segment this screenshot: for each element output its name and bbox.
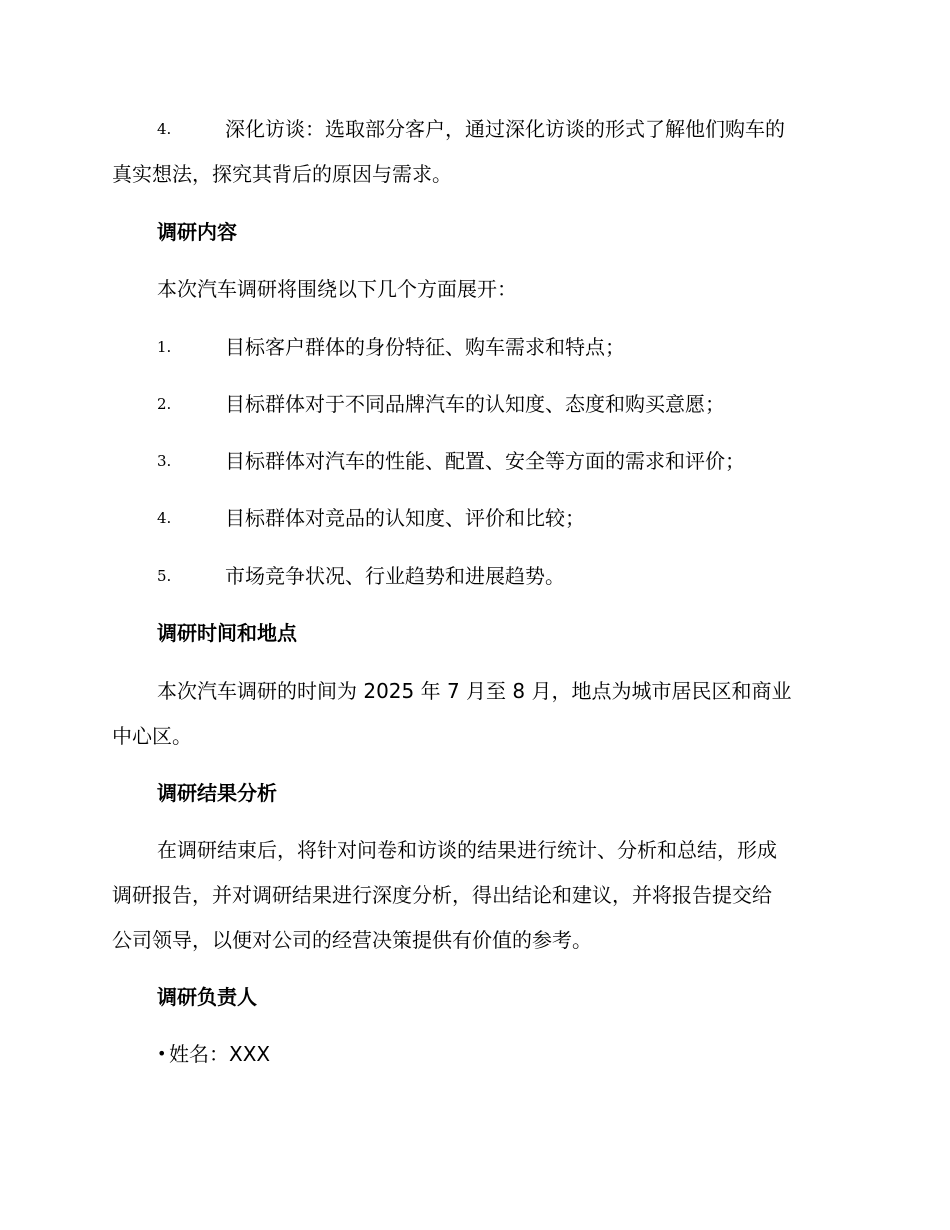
owner-name: 姓名：XXX	[169, 1042, 271, 1066]
section-heading-analysis: 调研结果分析	[157, 781, 277, 805]
bullet-icon: •	[157, 1044, 167, 1063]
list-number: 4.	[157, 120, 172, 138]
list-item-text: 深化访谈：选取部分客户，通过深化访谈的形式了解他们购车的	[225, 117, 785, 141]
list-item-text: 目标群体对汽车的性能、配置、安全等方面的需求和评价；	[225, 449, 745, 473]
section-heading-time-location: 调研时间和地点	[157, 621, 297, 645]
list-number: 3.	[157, 452, 172, 470]
list-item-text: 目标客户群体的身份特征、购车需求和特点；	[225, 335, 625, 359]
list-item-text: 目标群体对于不同品牌汽车的认知度、态度和购买意愿；	[225, 392, 725, 416]
paragraph-line: 本次汽车调研的时间为 2025 年 7 月至 8 月，地点为城市居民区和商业	[157, 679, 792, 703]
paragraph-line: 调研报告，并对调研结果进行深度分析，得出结论和建议，并将报告提交给	[112, 883, 772, 907]
paragraph-line: 公司领导，以便对公司的经营决策提供有价值的参考。	[112, 928, 592, 952]
list-number: 5.	[157, 567, 172, 585]
paragraph-line: 在调研结束后，将针对问卷和访谈的结果进行统计、分析和总结，形成	[157, 838, 777, 862]
list-item-text: 市场竞争状况、行业趋势和进展趋势。	[225, 564, 565, 588]
list-number: 4.	[157, 509, 172, 527]
paragraph-line: 中心区。	[112, 724, 192, 748]
section-intro: 本次汽车调研将围绕以下几个方面展开：	[157, 277, 517, 301]
section-heading-owner: 调研负责人	[157, 985, 257, 1009]
list-item-text-continued: 真实想法，探究其背后的原因与需求。	[112, 162, 452, 186]
list-item-text: 目标群体对竞品的认知度、评价和比较；	[225, 506, 585, 530]
list-number: 2.	[157, 395, 172, 413]
section-heading-content: 调研内容	[157, 220, 237, 244]
list-number: 1.	[157, 338, 172, 356]
